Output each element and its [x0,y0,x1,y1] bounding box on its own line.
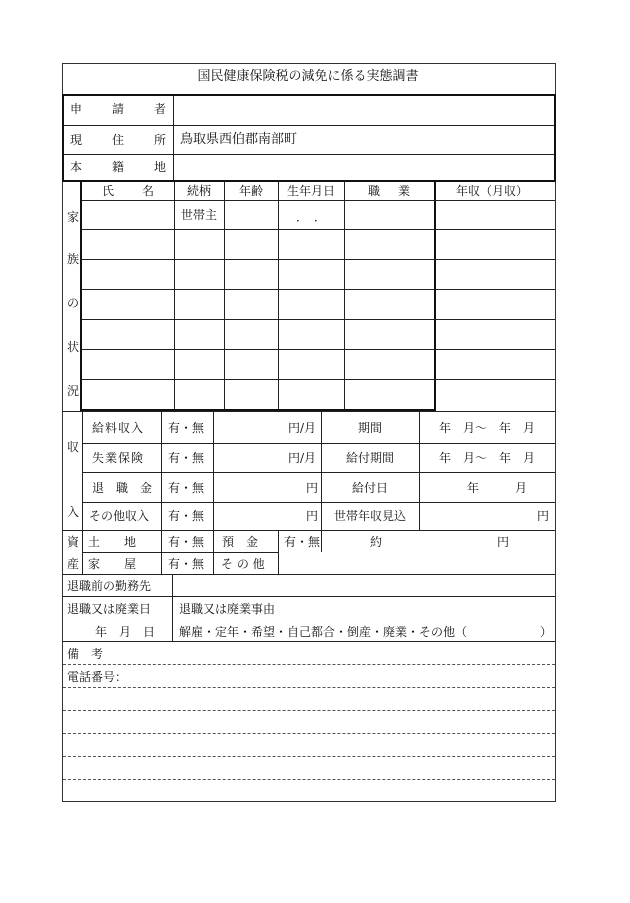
domicile-field[interactable] [175,156,553,180]
remarks-label: 備 考 [67,647,104,661]
forecast-label: 世帯年収見込 [333,509,407,523]
deposit-unit: 円 [497,535,510,549]
retirement-unit: 円 [306,481,319,495]
header-relation: 続柄 [186,184,212,198]
forecast-unit: 円 [537,509,550,523]
retirement-date-field[interactable]: 年 月 日 [95,625,156,639]
other-income-label: その他収入 [89,509,150,523]
family-label-1: 家 [67,210,80,224]
salary-yn[interactable]: 有・無 [168,421,205,435]
remarks-line-3 [63,733,555,734]
unemployment-yn[interactable]: 有・無 [168,451,205,465]
header-birthdate: 生年月日 [286,184,336,198]
income-label-1: 収 [67,440,80,454]
unemployment-period-label: 給付期間 [345,451,395,465]
house-yn[interactable]: 有・無 [168,557,205,571]
form-title: 国民健康保険税の減免に係る実態調書 [197,69,419,84]
domicile-label: 本 籍 地 [70,160,166,174]
family-label-2: 族 [67,252,80,266]
family-label-5: 況 [67,384,80,398]
other-assets-label: そ の 他 [221,557,265,571]
header-income: 年収（月収） [455,184,529,198]
deposit-yn[interactable]: 有・無 [284,535,321,549]
retirement-yn[interactable]: 有・無 [168,481,205,495]
salary-period-label: 期間 [357,421,383,435]
unemployment-unit: 円/月 [288,451,317,465]
header-occupation: 職 業 [368,184,410,198]
remarks-line-4 [63,756,555,757]
family-label-3: の [67,296,80,310]
deposit-label: 預 金 [222,535,259,549]
family-box [80,180,436,411]
phone-label: 電話番号： [67,670,128,684]
retirement-reason-options[interactable]: 解雇・定年・希望・自己都合・倒産・廃業・その他（ [179,625,468,639]
row1-birthdate[interactable]: ． ． [295,210,327,224]
salary-period-value[interactable]: 年 月～ 年 月 [438,421,536,435]
applicant-label: 申 請 者 [70,102,166,116]
family-label-4: 状 [67,340,80,354]
other-income-yn[interactable]: 有・無 [168,509,205,523]
header-name: 氏 名 [102,184,154,198]
other-income-unit: 円 [306,509,319,523]
deposit-approx: 約 [370,535,383,549]
remarks-divider [63,664,555,665]
salary-unit: 円/月 [288,421,317,435]
house-label: 家 屋 [88,557,137,571]
remarks-line-5 [63,779,555,780]
retirement-label: 退 職 金 [92,481,153,495]
retirement-reason-label: 退職又は廃業事由 [179,602,276,616]
unemployment-label: 失業保険 [92,451,145,465]
land-label: 土 地 [88,535,137,549]
remarks-line-1 [63,687,555,688]
income-label-2: 入 [67,505,80,519]
address-value[interactable]: 鳥取県西伯郡南部町 [180,132,298,147]
prior-workplace-label: 退職前の勤務先 [67,579,152,593]
phone-field[interactable] [130,666,550,686]
applicant-field[interactable] [175,97,553,124]
unemployment-period-value[interactable]: 年 月～ 年 月 [438,451,536,465]
header-age: 年齢 [238,184,264,198]
address-label: 現 住 所 [70,133,166,147]
salary-label: 給料収入 [92,421,145,435]
retirement-date-title: 退職又は廃業日 [67,602,152,616]
row1-relation[interactable]: 世帯主 [180,208,218,222]
retirement-reason-close: ） [540,625,553,639]
prior-workplace-field[interactable] [174,576,554,595]
retirement-date-label: 給付日 [351,481,389,495]
land-yn[interactable]: 有・無 [168,535,205,549]
assets-label-1: 資 [67,535,80,549]
assets-label-2: 産 [67,557,80,571]
remarks-line-2 [63,710,555,711]
retirement-date-value[interactable]: 年 月 [466,481,528,495]
